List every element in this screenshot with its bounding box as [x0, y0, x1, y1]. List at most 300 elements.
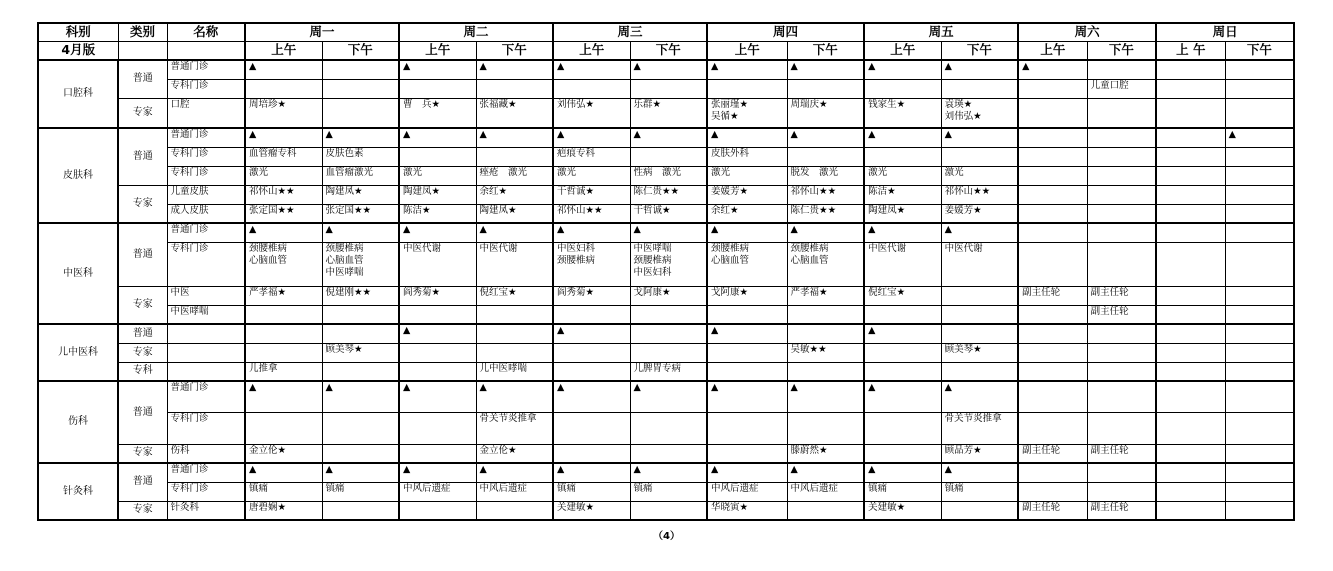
table-row	[38, 482, 1294, 501]
schedule-cell	[1018, 362, 1087, 381]
schedule-cell: 戈阿康★	[630, 286, 707, 305]
schedule-cell: ▲	[399, 381, 476, 412]
schedule-cell: 中风后遗症	[399, 482, 476, 501]
schedule-cell	[787, 412, 864, 444]
schedule-cell: ▲	[941, 223, 1018, 242]
schedule-cell	[245, 343, 322, 362]
header-day-sat: 周六	[1018, 23, 1156, 41]
table-row	[38, 286, 1294, 305]
clinic-name-cell: 专科门诊	[167, 482, 245, 501]
schedule-cell: 骨关节炎推拿	[476, 412, 553, 444]
department-cell: 口腔科	[38, 60, 118, 128]
schedule-cell	[1018, 204, 1087, 223]
schedule-cell	[630, 79, 707, 98]
schedule-cell: ▲	[399, 463, 476, 482]
schedule-cell: ▲	[322, 463, 399, 482]
schedule-cell: 颈腰椎病 心脑血管	[787, 242, 864, 286]
header-slot: 上午	[1018, 41, 1087, 60]
schedule-cell	[1087, 362, 1156, 381]
schedule-cell: ▲	[630, 60, 707, 79]
schedule-cell: 滕蔚然★	[787, 444, 864, 463]
schedule-cell	[1018, 343, 1087, 362]
schedule-cell	[476, 305, 553, 324]
schedule-cell	[1156, 286, 1225, 305]
table-row	[38, 166, 1294, 185]
schedule-cell	[630, 305, 707, 324]
schedule-cell	[1156, 343, 1225, 362]
schedule-cell: ▲	[707, 324, 787, 343]
schedule-cell: 干哲诚★	[553, 185, 630, 204]
schedule-cell: 激光	[864, 166, 941, 185]
schedule-cell	[1225, 286, 1294, 305]
schedule-cell: 中风后遗症	[476, 482, 553, 501]
schedule-cell	[1018, 324, 1087, 343]
category-cell: 专家	[118, 98, 167, 128]
table-row	[38, 362, 1294, 381]
clinic-name-cell: 针灸科	[167, 501, 245, 520]
schedule-cell: 祁怀山★★	[245, 185, 322, 204]
table-row	[38, 305, 1294, 324]
schedule-cell: ▲	[787, 223, 864, 242]
schedule-cell	[864, 362, 941, 381]
schedule-cell: 颈腰椎病 心脑血管 中医哮喘	[322, 242, 399, 286]
schedule-cell: 干哲诚★	[630, 204, 707, 223]
schedule-cell: 副主任轮	[1087, 305, 1156, 324]
schedule-cell: ▲	[322, 223, 399, 242]
schedule-cell: 镇痛	[553, 482, 630, 501]
schedule-cell	[1156, 381, 1225, 412]
schedule-cell	[399, 501, 476, 520]
schedule-cell: ▲	[707, 128, 787, 147]
schedule-cell: 中医代谢	[864, 242, 941, 286]
schedule-cell	[1156, 60, 1225, 79]
category-cell: 普通	[118, 60, 167, 98]
header-slot: 上午	[864, 41, 941, 60]
schedule-cell	[1018, 482, 1087, 501]
schedule-cell: 副主任轮	[1018, 501, 1087, 520]
schedule-cell: 皮肤外科	[707, 147, 787, 166]
schedule-cell: ▲	[553, 381, 630, 412]
schedule-cell	[941, 324, 1018, 343]
schedule-cell: 阎秀菊★	[399, 286, 476, 305]
schedule-cell: ▲	[864, 128, 941, 147]
schedule-cell: 陶建凤★	[322, 185, 399, 204]
clinic-name-cell: 儿童皮肤	[167, 185, 245, 204]
schedule-cell: ▲	[941, 128, 1018, 147]
schedule-cell: 副主任轮	[1087, 501, 1156, 520]
schedule-cell	[1225, 324, 1294, 343]
schedule-cell	[1018, 412, 1087, 444]
table-row	[38, 412, 1294, 444]
schedule-cell	[1087, 223, 1156, 242]
schedule-cell: ▲	[322, 381, 399, 412]
schedule-cell	[1225, 412, 1294, 444]
schedule-cell: ▲	[322, 128, 399, 147]
schedule-cell	[399, 444, 476, 463]
schedule-cell: 陶建凤★	[864, 204, 941, 223]
schedule-cell	[553, 305, 630, 324]
schedule-cell: ▲	[630, 223, 707, 242]
schedule-cell	[245, 412, 322, 444]
schedule-cell	[1225, 444, 1294, 463]
schedule-cell	[630, 343, 707, 362]
schedule-cell	[1087, 242, 1156, 286]
schedule-cell: 余红★	[476, 185, 553, 204]
schedule-cell	[322, 362, 399, 381]
schedule-cell	[1225, 185, 1294, 204]
schedule-cell: 痤疮 激光	[476, 166, 553, 185]
schedule-cell: ▲	[630, 381, 707, 412]
schedule-cell	[630, 412, 707, 444]
category-cell: 普通	[118, 463, 167, 501]
schedule-cell: 镇痛	[245, 482, 322, 501]
schedule-cell	[941, 362, 1018, 381]
schedule-cell: 陈洁★	[864, 185, 941, 204]
schedule-cell: ▲	[553, 60, 630, 79]
schedule-cell: 镇痛	[864, 482, 941, 501]
department-cell: 伤科	[38, 381, 118, 463]
schedule-cell	[322, 444, 399, 463]
schedule-cell	[630, 324, 707, 343]
schedule-cell	[399, 305, 476, 324]
schedule-cell	[1087, 343, 1156, 362]
schedule-cell	[1087, 60, 1156, 79]
schedule-cell: 倪建刚★★	[322, 286, 399, 305]
schedule-cell: ▲	[630, 128, 707, 147]
schedule-cell: 血管瘤专科	[245, 147, 322, 166]
schedule-cell: 儿中医哮喘	[476, 362, 553, 381]
schedule-cell: ▲	[245, 60, 322, 79]
category-cell: 专科	[118, 362, 167, 381]
schedule-cell: 激光	[245, 166, 322, 185]
schedule-cell	[787, 362, 864, 381]
schedule-cell	[1156, 223, 1225, 242]
clinic-name-cell: 伤科	[167, 444, 245, 463]
schedule-cell	[1087, 166, 1156, 185]
schedule-body	[38, 60, 1294, 520]
table-row	[38, 185, 1294, 204]
table-row	[38, 204, 1294, 223]
schedule-cell	[630, 444, 707, 463]
schedule-cell	[1225, 204, 1294, 223]
schedule-cell: ▲	[864, 324, 941, 343]
schedule-cell	[787, 79, 864, 98]
header-type: 类别	[118, 23, 167, 41]
header-day-sun: 周日	[1156, 23, 1294, 41]
schedule-cell	[864, 79, 941, 98]
schedule-cell	[787, 324, 864, 343]
schedule-cell	[399, 147, 476, 166]
schedule-cell	[1018, 98, 1087, 128]
schedule-cell	[1225, 501, 1294, 520]
schedule-cell: 皮肤色素	[322, 147, 399, 166]
schedule-cell: 中医妇科 颈腰椎病	[553, 242, 630, 286]
header-slot: 上午	[553, 41, 630, 60]
schedule-cell: 祁怀山★★	[787, 185, 864, 204]
schedule-cell	[707, 305, 787, 324]
schedule-cell: ▲	[553, 223, 630, 242]
schedule-cell: ▲	[245, 463, 322, 482]
schedule-cell: 关建敏★	[553, 501, 630, 520]
schedule-cell: ▲	[864, 463, 941, 482]
schedule-cell	[1087, 128, 1156, 147]
schedule-cell: 张定国★★	[322, 204, 399, 223]
schedule-cell	[1225, 60, 1294, 79]
header-dept: 科别	[38, 23, 118, 41]
schedule-cell	[864, 412, 941, 444]
schedule-cell	[1018, 166, 1087, 185]
table-row	[38, 98, 1294, 128]
schedule-cell	[245, 79, 322, 98]
header-row-slots	[38, 41, 1294, 60]
header-day-tue: 周二	[399, 23, 553, 41]
schedule-cell: 周瑞庆★	[787, 98, 864, 128]
schedule-cell	[1087, 185, 1156, 204]
schedule-cell: 镇痛	[630, 482, 707, 501]
clinic-name-cell	[167, 324, 245, 343]
schedule-cell: 阎秀菊★	[553, 286, 630, 305]
schedule-cell: 中医哮喘 颈腰椎病 中医妇科	[630, 242, 707, 286]
schedule-cell: 性病 激光	[630, 166, 707, 185]
department-cell: 针灸科	[38, 463, 118, 520]
schedule-cell: 张定国★★	[245, 204, 322, 223]
department-cell: 儿中医科	[38, 324, 118, 381]
category-cell: 专家	[118, 501, 167, 520]
schedule-cell: 中风后遗症	[787, 482, 864, 501]
clinic-name-cell: 中医哮喘	[167, 305, 245, 324]
schedule-cell: ▲	[707, 60, 787, 79]
schedule-cell	[630, 501, 707, 520]
schedule-cell	[1225, 98, 1294, 128]
clinic-name-cell: 专科门诊	[167, 147, 245, 166]
schedule-cell: 倪红宝★	[476, 286, 553, 305]
header-slot: 下午	[630, 41, 707, 60]
schedule-cell	[553, 362, 630, 381]
schedule-cell: ▲	[553, 128, 630, 147]
schedule-cell: ▲	[707, 463, 787, 482]
schedule-cell	[864, 147, 941, 166]
schedule-cell	[1225, 305, 1294, 324]
schedule-cell	[553, 343, 630, 362]
schedule-cell	[322, 501, 399, 520]
clinic-name-cell: 专科门诊	[167, 242, 245, 286]
schedule-cell	[1156, 324, 1225, 343]
page-number: （4）	[653, 531, 680, 542]
schedule-cell	[399, 412, 476, 444]
header-day-thu: 周四	[707, 23, 864, 41]
schedule-cell: ▲	[707, 381, 787, 412]
table-row	[38, 147, 1294, 166]
table-row	[38, 242, 1294, 286]
schedule-cell	[1087, 381, 1156, 412]
schedule-cell	[1156, 166, 1225, 185]
schedule-cell	[630, 147, 707, 166]
schedule-cell	[1225, 242, 1294, 286]
schedule-cell	[1225, 482, 1294, 501]
table-row	[38, 501, 1294, 520]
schedule-cell: 唐碧娴★	[245, 501, 322, 520]
schedule-cell: 刘伟弘★	[553, 98, 630, 128]
header-name: 名称	[167, 23, 245, 41]
schedule-cell	[707, 444, 787, 463]
clinic-name-cell: 普通门诊	[167, 60, 245, 79]
category-cell: 专家	[118, 185, 167, 223]
schedule-cell	[1225, 79, 1294, 98]
schedule-cell: 中医代谢	[399, 242, 476, 286]
schedule-cell	[1018, 305, 1087, 324]
schedule-cell: 陶建凤★	[476, 204, 553, 223]
schedule-cell: ▲	[476, 60, 553, 79]
schedule-cell	[553, 412, 630, 444]
schedule-cell: 乐群★	[630, 98, 707, 128]
schedule-cell: 副主任轮	[1087, 444, 1156, 463]
category-cell: 普通	[118, 381, 167, 444]
clinic-name-cell: 专科门诊	[167, 79, 245, 98]
department-cell: 皮肤科	[38, 128, 118, 223]
clinic-name-cell: 普通门诊	[167, 223, 245, 242]
schedule-cell: 副主任轮	[1087, 286, 1156, 305]
header-slot: 下午	[941, 41, 1018, 60]
schedule-cell	[707, 362, 787, 381]
schedule-cell: 陈洁★	[399, 204, 476, 223]
schedule-cell: 激光	[399, 166, 476, 185]
schedule-cell: 余红★	[707, 204, 787, 223]
schedule-cell: 倪红宝★	[864, 286, 941, 305]
clinic-name-cell	[167, 362, 245, 381]
table-row	[38, 343, 1294, 362]
schedule-cell	[1156, 412, 1225, 444]
schedule-cell: 颈腰椎病 心脑血管	[245, 242, 322, 286]
schedule-cell	[322, 305, 399, 324]
schedule-cell	[399, 79, 476, 98]
schedule-cell: 中医代谢	[476, 242, 553, 286]
schedule-cell	[1156, 305, 1225, 324]
schedule-cell	[1156, 362, 1225, 381]
schedule-cell	[707, 79, 787, 98]
schedule-cell	[787, 501, 864, 520]
schedule-cell: 激光	[553, 166, 630, 185]
schedule-cell	[1225, 463, 1294, 482]
schedule-cell	[1225, 166, 1294, 185]
table-row	[38, 128, 1294, 147]
schedule-cell	[1225, 362, 1294, 381]
schedule-cell: 姜媛芳★	[941, 204, 1018, 223]
category-cell: 专家	[118, 444, 167, 463]
schedule-cell: 袁瑛★ 刘伟弘★	[941, 98, 1018, 128]
schedule-cell: 金立伦★	[476, 444, 553, 463]
schedule-cell: 骨关节炎推拿	[941, 412, 1018, 444]
schedule-cell	[399, 343, 476, 362]
schedule-cell	[1156, 79, 1225, 98]
schedule-cell	[476, 79, 553, 98]
schedule-cell: ▲	[864, 381, 941, 412]
clinic-name-cell	[167, 343, 245, 362]
schedule-cell: 儿推拿	[245, 362, 322, 381]
header-day-wed: 周三	[553, 23, 707, 41]
header-slot: 上 午	[1156, 41, 1225, 60]
schedule-cell: 镇痛	[322, 482, 399, 501]
schedule-cell: ▲	[707, 223, 787, 242]
clinic-name-cell: 专科门诊	[167, 166, 245, 185]
schedule-cell	[941, 147, 1018, 166]
table-row	[38, 60, 1294, 79]
schedule-cell	[1156, 204, 1225, 223]
schedule-cell	[553, 79, 630, 98]
schedule-cell	[1018, 381, 1087, 412]
table-row	[38, 324, 1294, 343]
category-cell: 普通	[118, 128, 167, 185]
schedule-cell: 华晓寅★	[707, 501, 787, 520]
schedule-cell	[707, 412, 787, 444]
schedule-cell: ▲	[787, 463, 864, 482]
header-row-days	[38, 23, 1294, 41]
schedule-cell	[1087, 463, 1156, 482]
category-cell: 专家	[118, 286, 167, 324]
header-slot: 下午	[1087, 41, 1156, 60]
schedule-cell: ▲	[245, 128, 322, 147]
schedule-cell	[1156, 128, 1225, 147]
schedule-cell: 张福藏★	[476, 98, 553, 128]
schedule-cell	[941, 286, 1018, 305]
schedule-cell	[1018, 223, 1087, 242]
schedule-cell	[1225, 223, 1294, 242]
schedule-cell	[1018, 128, 1087, 147]
schedule-cell: 周培珍★	[245, 98, 322, 128]
header-slot: 下午	[787, 41, 864, 60]
schedule-cell: 戈阿康★	[707, 286, 787, 305]
schedule-cell: 金立伦★	[245, 444, 322, 463]
schedule-cell: 颈腰椎病 心脑血管	[707, 242, 787, 286]
schedule-cell: ▲	[245, 381, 322, 412]
schedule-cell: ▲	[553, 463, 630, 482]
schedule-cell: 张丽瑾★ 吴循★	[707, 98, 787, 128]
schedule-cell	[864, 305, 941, 324]
version-label: 4月版	[38, 41, 118, 60]
schedule-cell: ▲	[864, 60, 941, 79]
schedule-cell: 钱家生★	[864, 98, 941, 128]
schedule-cell: 儿童口腔	[1087, 79, 1156, 98]
schedule-cell	[1156, 147, 1225, 166]
schedule-cell	[1156, 185, 1225, 204]
schedule-cell: ▲	[787, 381, 864, 412]
category-cell: 普通	[118, 324, 167, 343]
schedule-cell: ▲	[787, 60, 864, 79]
schedule-cell	[399, 362, 476, 381]
header-slot: 上午	[245, 41, 322, 60]
table-row	[38, 223, 1294, 242]
category-cell: 普通	[118, 223, 167, 286]
schedule-cell: 镇痛	[941, 482, 1018, 501]
schedule-cell	[1087, 412, 1156, 444]
schedule-cell: 儿脾胃专病	[630, 362, 707, 381]
schedule-cell: 副主任轮	[1018, 286, 1087, 305]
clinic-name-cell: 专科门诊	[167, 412, 245, 444]
schedule-cell	[553, 444, 630, 463]
schedule-cell: 陈仁贵★★	[630, 185, 707, 204]
schedule-cell	[787, 305, 864, 324]
schedule-cell	[245, 305, 322, 324]
header-day-fri: 周五	[864, 23, 1018, 41]
schedule-cell: 陈仁贵★★	[787, 204, 864, 223]
schedule-cell: 副主任轮	[1018, 444, 1087, 463]
schedule-cell: ▲	[941, 381, 1018, 412]
table-row	[38, 463, 1294, 482]
schedule-cell	[476, 343, 553, 362]
schedule-cell	[864, 444, 941, 463]
schedule-cell: 顾品芳★	[941, 444, 1018, 463]
schedule-cell: 严孝福★	[245, 286, 322, 305]
schedule-cell	[1156, 463, 1225, 482]
